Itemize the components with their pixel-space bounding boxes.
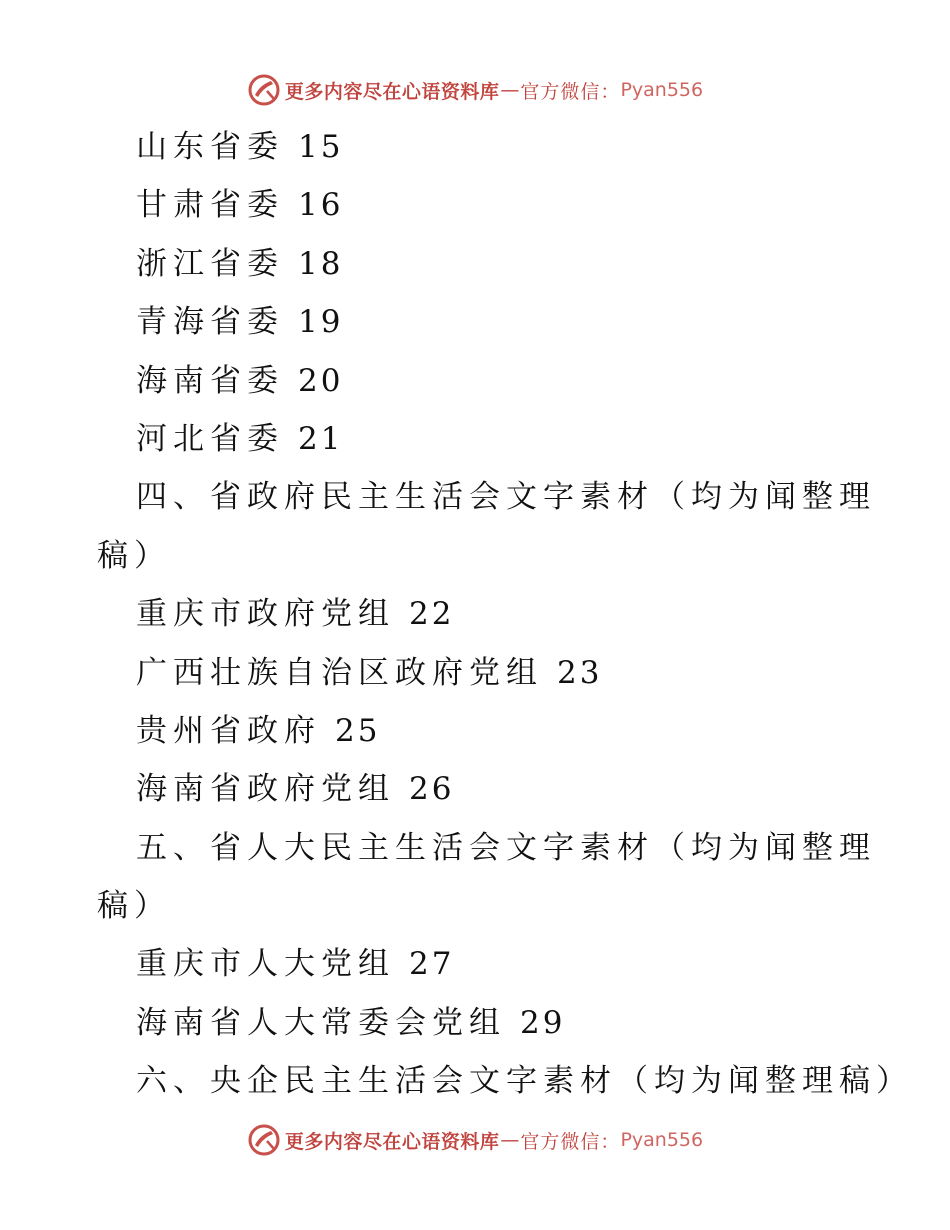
watermark-main-text: 更多内容尽在心语资料库 (284, 1130, 500, 1153)
toc-item (0, 293, 950, 351)
toc-item (0, 994, 950, 1052)
toc-section-heading (0, 819, 950, 877)
toc-item (0, 585, 950, 643)
toc-item-text: 甘肃省委 (136, 187, 284, 224)
toc-item-text: 海南省政府党组 (136, 771, 395, 808)
toc-item (0, 935, 950, 993)
toc-item (0, 118, 950, 176)
toc-item (0, 176, 950, 234)
toc-item-text: 青海省委 (136, 304, 284, 341)
toc-item-text: 重庆市人大党组 (136, 946, 395, 983)
toc-item-page: 23 (557, 654, 603, 691)
toc-item-page: 15 (298, 129, 344, 165)
watermark-wechat-id: Pyan556 (620, 1129, 704, 1151)
toc-item (0, 235, 950, 293)
toc-section-heading (0, 1052, 950, 1110)
toc-item-text: 重庆市政府党组 (136, 596, 395, 633)
toc-item-page: 25 (335, 712, 381, 749)
toc-section-text: 稿） (97, 888, 171, 925)
pen-logo-icon (247, 1123, 281, 1157)
toc-item-text: 贵州省政府 (136, 712, 321, 749)
toc-item-page: 19 (298, 304, 344, 341)
toc-item-page: 16 (298, 187, 344, 224)
toc-item-page: 20 (298, 362, 344, 399)
toc-item (0, 410, 950, 468)
toc-item-text: 河北省委 (136, 420, 284, 457)
toc-item-page: 22 (409, 596, 455, 633)
watermark-sub-text: 官方微信： (520, 1130, 621, 1153)
table-of-contents (0, 118, 950, 1111)
toc-item-text: 浙江省委 (136, 245, 284, 282)
pen-logo-icon (247, 73, 281, 107)
toc-section-heading (0, 468, 950, 526)
toc-item-text: 海南省委 (136, 362, 284, 399)
toc-item-text: 海南省人大常委会党组 (136, 1004, 506, 1041)
toc-item-page: 29 (520, 1004, 566, 1041)
toc-section-heading-continued (0, 877, 950, 935)
toc-item-page: 27 (409, 946, 455, 983)
toc-item-page: 26 (409, 771, 455, 808)
footer-watermark (0, 1120, 950, 1160)
toc-section-text: 五、省人大民主生活会文字素材（均为闻整理 (136, 829, 876, 866)
toc-item (0, 352, 950, 410)
header-watermark (0, 70, 950, 110)
toc-item (0, 644, 950, 702)
toc-item-text: 山东省委 (136, 129, 284, 165)
watermark-sub-text: 官方微信： (520, 80, 621, 103)
toc-item-text: 广西壮族自治区政府党组 (136, 654, 543, 691)
toc-section-text: 稿） (97, 537, 171, 574)
toc-item (0, 760, 950, 818)
toc-item-page: 18 (298, 245, 344, 282)
toc-section-text: 四、省政府民主生活会文字素材（均为闻整理 (136, 479, 876, 516)
toc-section-text: 六、央企民主生活会文字素材（均为闻整理稿） (136, 1063, 913, 1100)
watermark-wechat-id: Pyan556 (620, 79, 704, 101)
watermark-dash: — (500, 79, 520, 101)
toc-item (0, 702, 950, 760)
watermark-dash: — (500, 1129, 520, 1151)
toc-item-page: 21 (298, 420, 344, 457)
toc-section-heading-continued (0, 527, 950, 585)
watermark-main-text: 更多内容尽在心语资料库 (284, 80, 500, 103)
